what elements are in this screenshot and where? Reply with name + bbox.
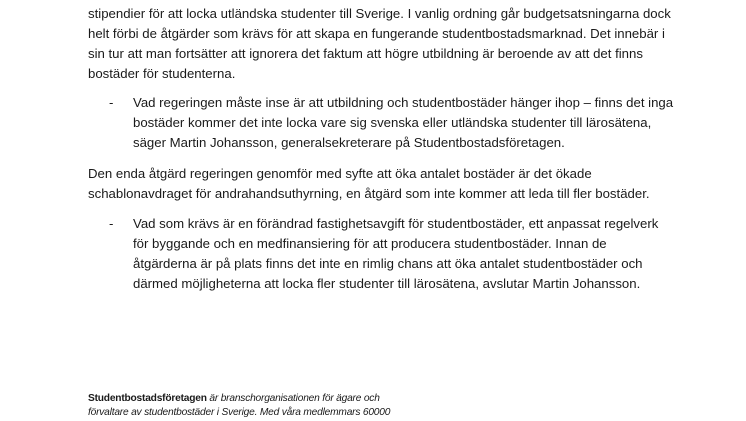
quote-martin-johansson-2 (133, 214, 658, 294)
text-line: Vad som krävs är en förändrad fastighetsavgift för studentbostäder, ett anpassat regelverk (133, 216, 659, 231)
text-line: helt förbi de åtgärder som krävs för att skapa en fungerande studentbostadsmarknad. Det innebär i (88, 26, 665, 41)
text-line: åtgärderna är på plats finns det inte en rimlig chans att öka antalet studentbostäder och (133, 256, 643, 271)
footer-boilerplate (88, 390, 390, 418)
quote-martin-johansson-1 (133, 93, 673, 153)
org-name: Studentbostadsföretagen (88, 393, 207, 404)
text-line: Vad regeringen måste inse är att utbildning och studentbostäder hänger ihop – finns det inga (133, 95, 674, 110)
text-line: för byggande och en medfinansiering för att producera studentbostäder. Innan de (133, 236, 607, 251)
footer-description: är branschorganisationen för ägare och (206, 393, 380, 404)
text-line: sin tur att man fortsätter att ignorera det faktum att högre utbildning är beroende av att det finns (88, 46, 643, 61)
text-line: schablonavdraget för andrahandsuthyrning, en åtgärd som inte kommer att leda till fler bostäder. (88, 186, 650, 201)
bullet-dash: - (109, 95, 114, 110)
paragraph-budget (88, 4, 671, 84)
text-line: därmed möjligheterna att locka fler studenter till lärosätena, avslutar Martin Johansson. (133, 276, 641, 291)
footer-line: förvaltare av studentbostäder i Sverige. Med våra medlemmars 60000 (88, 407, 391, 418)
text-line: säger Martin Johansson, generalsekreterare på Studentbostadsföretagen. (133, 135, 565, 150)
text-line: Den enda åtgärd regeringen genomför med syfte att öka antalet bostäder är det ökade (88, 166, 592, 181)
text-line: bostäder för studenterna. (88, 66, 236, 81)
text-line: bostäder kommer det inte locka vare sig svenska eller utländska studenter till lärosätena, (133, 115, 652, 130)
paragraph-measures (88, 164, 650, 204)
text-line: stipendier för att locka utländska studenter till Sverige. I vanlig ordning går budgetsatsningarna dock (88, 6, 671, 21)
bullet-dash: - (109, 216, 114, 231)
footer-line (88, 390, 390, 404)
